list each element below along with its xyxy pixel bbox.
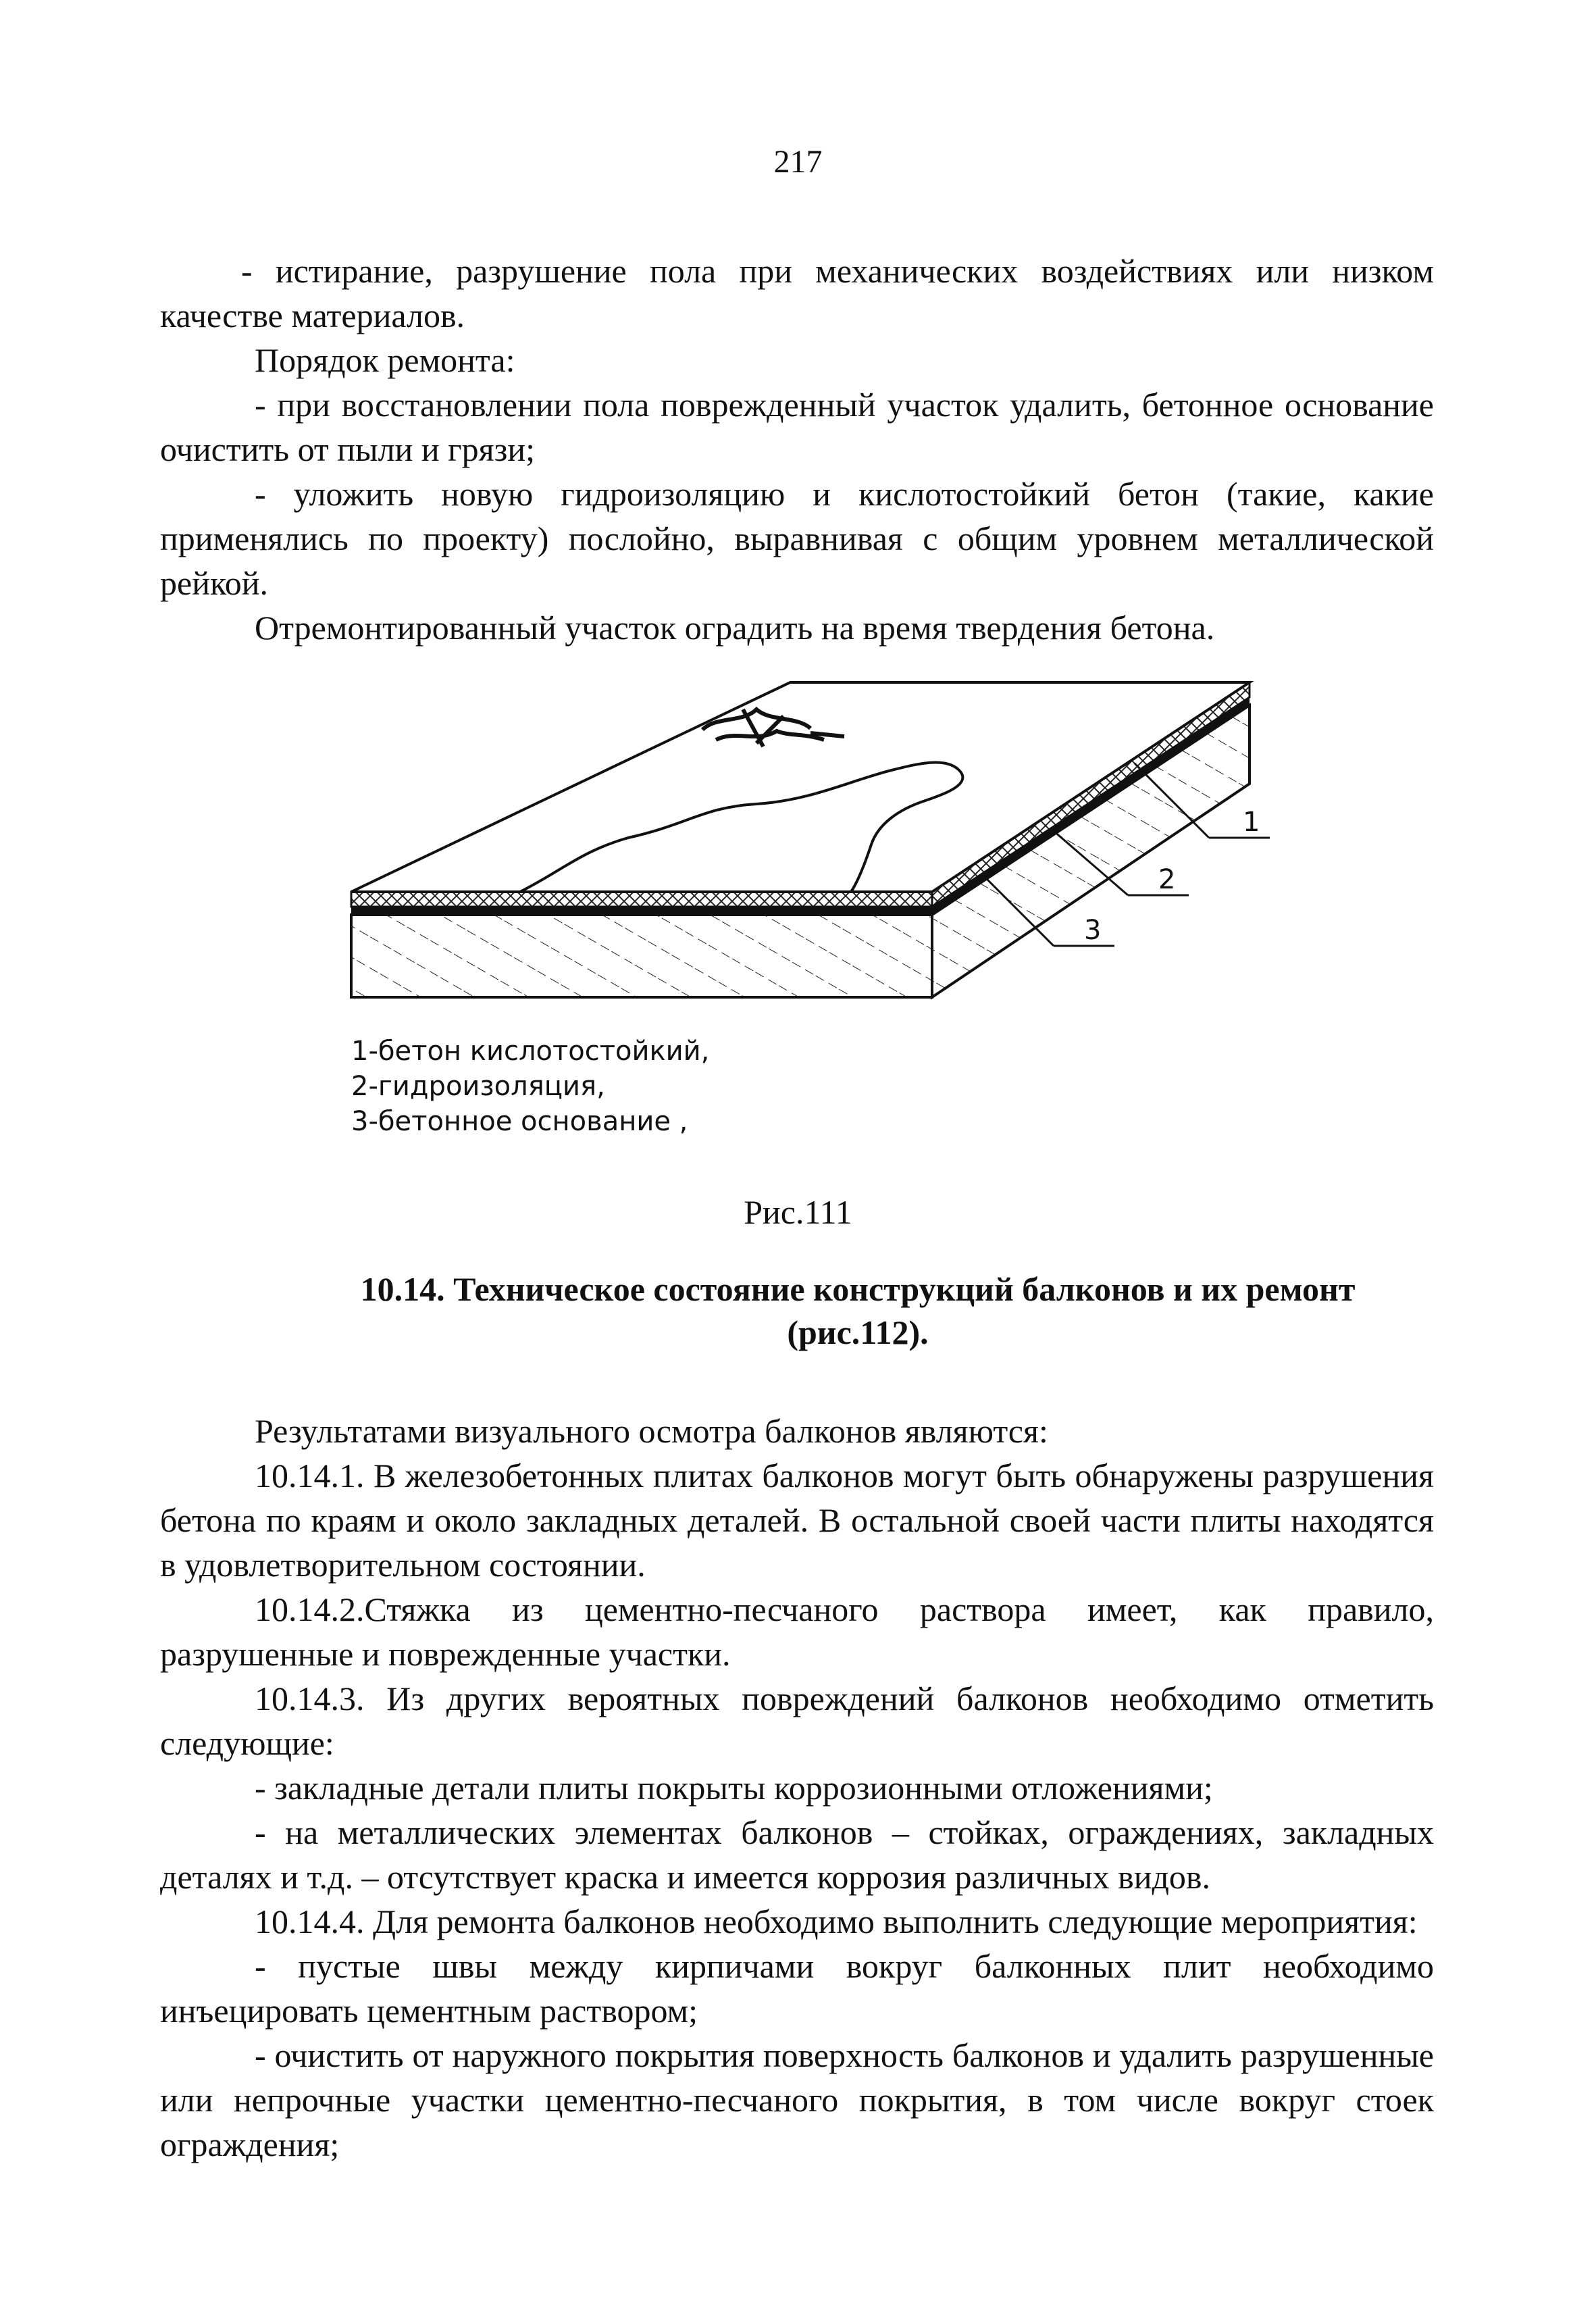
paragraph: 10.14.1. В железобетонных плитах балконов могут быть обнаружены разрушения бетона по краям и около закладных деталей. В остальной своей части плиты находятся в удовлетворительном состоянии. xyxy=(160,1457,1434,1584)
paragraph: Порядок ремонта: xyxy=(255,341,515,379)
legend-item: 3-бетонное основание , xyxy=(351,1106,688,1137)
paragraph: - уложить новую гидроизоляцию и кислотостойкий бетон (такие, какие применялись по проекту) послойно, выравнивая с общим уровнем металлической рейкой. xyxy=(160,475,1434,602)
callout-1-label: 1 xyxy=(1243,807,1260,838)
callout-3-label: 3 xyxy=(1084,915,1102,946)
paragraph: - закладные детали плиты покрыты коррозионными отложениями; xyxy=(255,1769,1213,1807)
paragraph: - очистить от наружного покрытия поверхность балконов и удалить разрушенные или непрочные участки цементно-песчаного покрытия, в том числе вокруг стоек ограждения; xyxy=(160,2036,1434,2163)
figure-caption: Рис.111 xyxy=(744,1193,852,1231)
section-heading xyxy=(284,1267,1432,1354)
paragraph: 10.14.4. Для ремонта балконов необходимо выполнить следующие мероприятия: xyxy=(255,1903,1418,1940)
bottom-text-block xyxy=(160,1409,1434,2167)
paragraph: Отремонтированный участок оградить на время твердения бетона. xyxy=(255,609,1215,647)
paragraph: - пустые швы между кирпичами вокруг балконных плит необходимо инъецировать цементным раствором; xyxy=(160,1947,1434,2030)
paragraph: Результатами визуального осмотра балконов являются: xyxy=(255,1412,1048,1450)
section-heading-line: (рис.112). xyxy=(787,1313,929,1351)
figure-legend xyxy=(351,1034,709,1139)
paragraph: - при восстановлении пола поврежденный участок удалить, бетонное основание очистить от пыли и грязи; xyxy=(160,386,1434,468)
layer-1-acid-resistant-concrete xyxy=(351,892,932,907)
section-heading-line: 10.14. Техническое состояние конструкций балконов и их ремонт xyxy=(360,1270,1356,1308)
layer-3-concrete-base xyxy=(351,915,932,997)
legend-item: 1-бетон кислотостойкий, xyxy=(351,1036,710,1067)
paragraph: 10.14.3. Из других вероятных повреждений балконов необходимо отметить следующие: xyxy=(160,1680,1434,1762)
paragraph: - на металлических элементах балконов – стойках, ограждениях, закладных деталях и т.д. – отсутствует краска и имеется коррозия различных видов. xyxy=(160,1813,1434,1896)
paragraph: - истирание, разрушение пола при механических воздействиях или низком качестве материалов. xyxy=(160,252,1434,334)
paragraph: 10.14.2.Стяжка из цементно-песчаного раствора имеет, как правило, разрушенные и поврежденные участки. xyxy=(160,1590,1434,1673)
legend-item: 2-гидроизоляция, xyxy=(351,1071,605,1102)
callout-2-label: 2 xyxy=(1158,864,1176,895)
top-text-block xyxy=(160,249,1434,650)
page-number: 217 xyxy=(773,144,823,180)
